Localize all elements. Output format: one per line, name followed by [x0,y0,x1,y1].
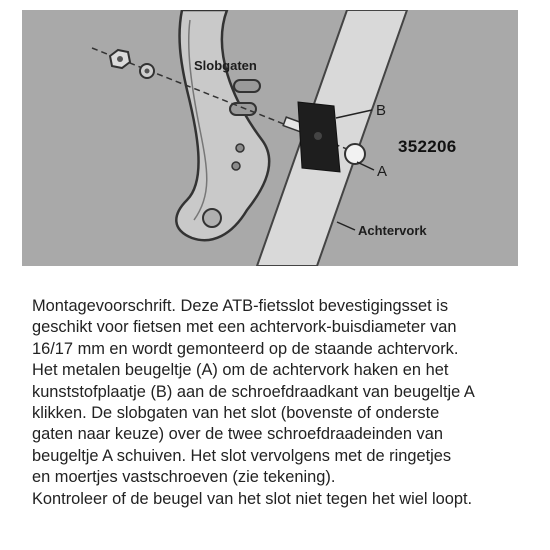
slot-hole-upper [234,80,260,92]
instructions-line: en moertjes vastschroeven (zie tekening). [32,468,336,487]
label-slobgaten: Slobgaten [194,58,257,73]
instructions-line: klikken. De slobgaten van het slot (bovenste of onderste [32,404,440,423]
bracket-mount-hole [203,209,221,227]
instructions-line: geschikt voor fietsen met een achtervork-buisdiameter van [32,318,457,337]
instructions-line: gaten naar keuze) over de twee schroefdraadeinden van [32,425,443,444]
instructions-line: Kontroleer of de beugel van het slot niet tegen het wiel loopt. [32,489,473,508]
instructions-line: beugeltje A schuiven. Het slot vervolgens met de ringetjes [32,446,452,465]
instructions-line: 16/17 mm en wordt gemonteerd op de staande achtervork. [32,339,459,358]
instructions-line: Montagevoorschrift. Deze ATB-fietsslot bevestigingsset is [32,297,449,315]
instructions-line: Het metalen beugeltje (A) om de achtervork haken en het [32,361,449,380]
instructions-text [32,296,537,510]
clamp-a [345,144,365,164]
part-number: 352206 [398,137,457,156]
label-b: B [376,102,387,119]
mounting-illustration [22,10,518,266]
lock-bracket [176,10,269,240]
label-achtervork: Achtervork [358,223,427,238]
instructions-line: kunststofplaatje (B) aan de schroefdraadkant van beugeltje A [32,382,475,401]
label-a: A [377,163,388,180]
